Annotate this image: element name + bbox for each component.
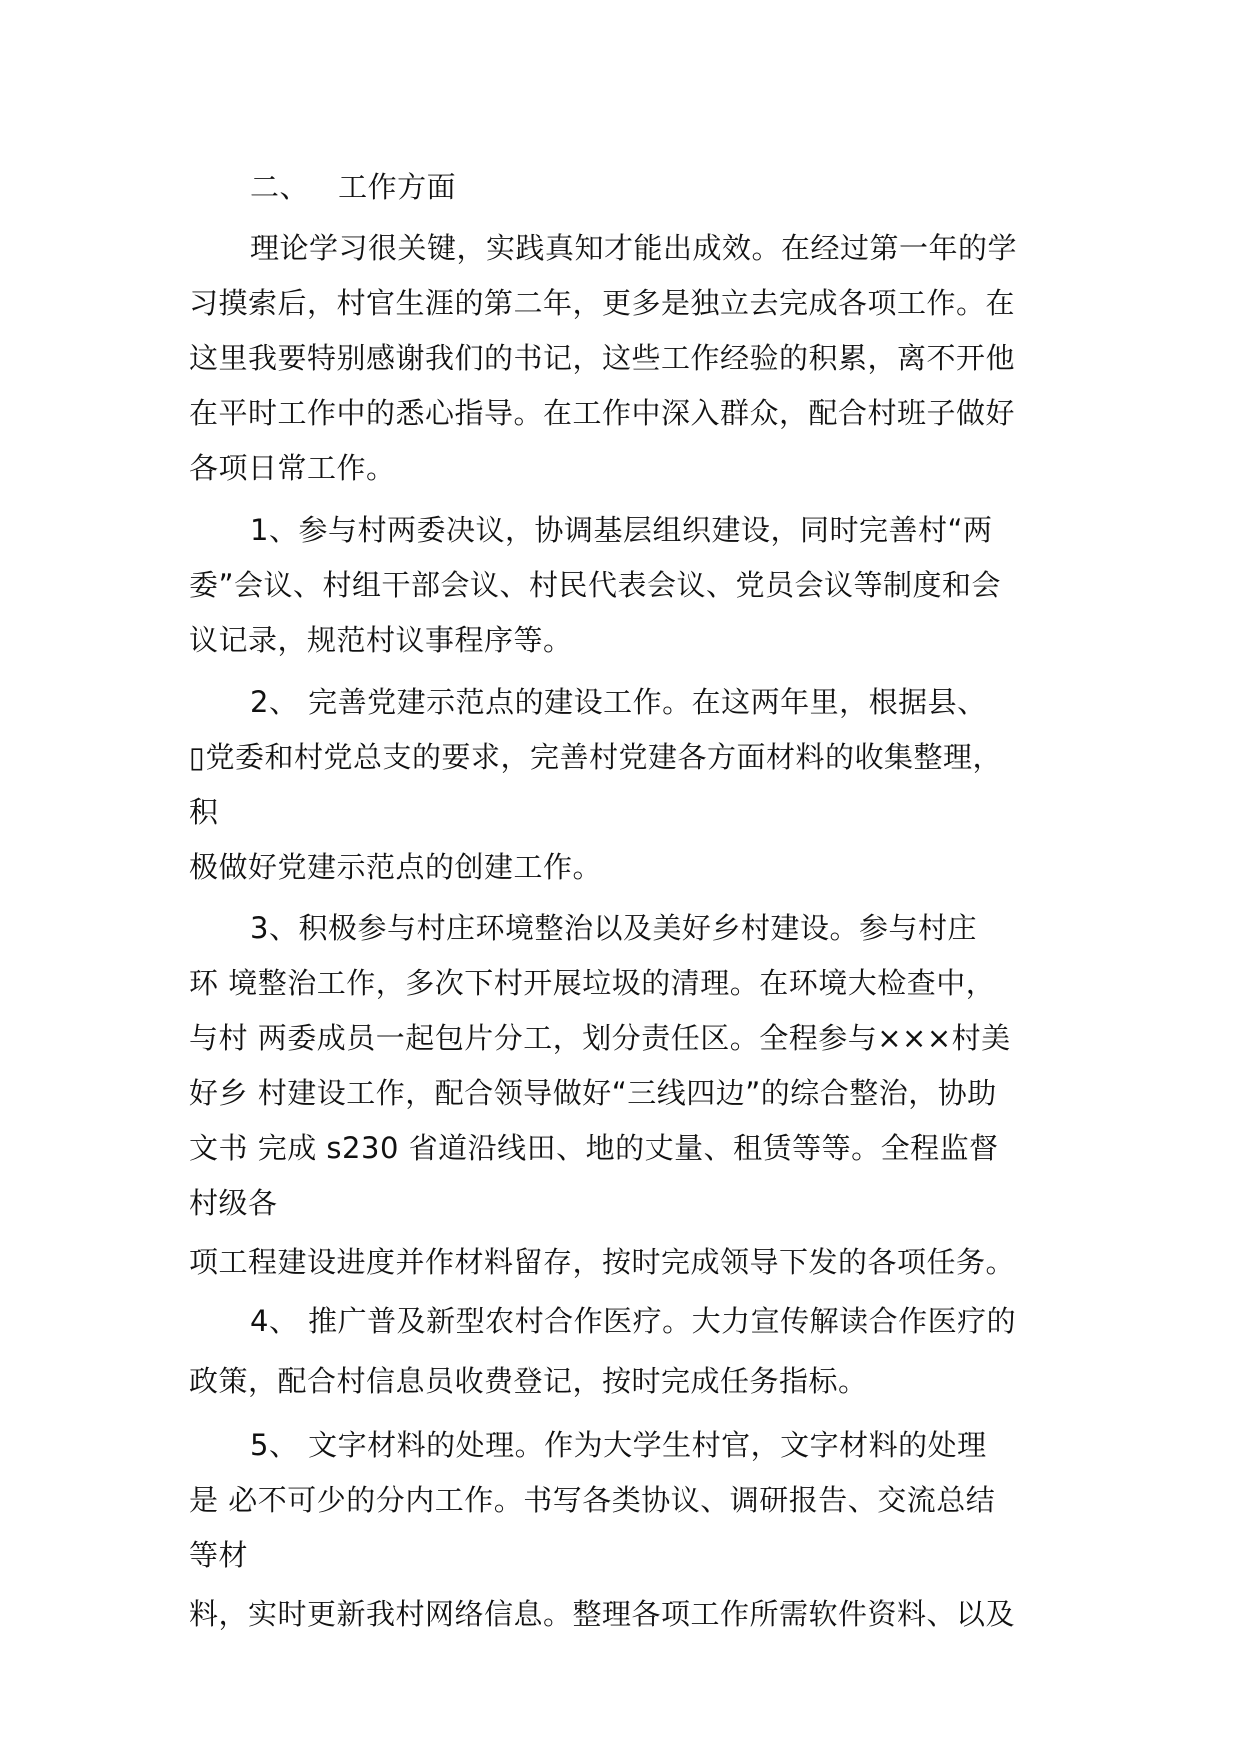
paragraph-line: 积	[189, 795, 219, 829]
paragraph-line: 5、 文字材料的处理。作为大学生村官，文字材料的处理	[250, 1428, 987, 1462]
paragraph-line: 3、积极参与村庄环境整治以及美好乡村建设。参与村庄	[250, 911, 977, 945]
paragraph-line: 村级各	[189, 1186, 278, 1220]
paragraph-line: 1、参与村两委决议，协调基层组织建设，同时完善村“两	[250, 513, 993, 547]
paragraph-line: 料，实时更新我村网络信息。整理各项工作所需软件资料、以及	[189, 1597, 1016, 1631]
paragraph-line: 文书 完成 s230 省道沿线田、地的丈量、租赁等等。全程监督	[189, 1131, 999, 1165]
paragraph-line: 习摸索后，村官生涯的第二年，更多是独立去完成各项工作。在	[189, 286, 1016, 320]
paragraph-line: 各项日常工作。	[189, 451, 396, 485]
paragraph-line: 4、 推广普及新型农村合作医疗。大力宣传解读合作医疗的	[250, 1304, 1017, 1338]
paragraph-line: 等材	[189, 1538, 249, 1572]
paragraph-line: 项工程建设进度并作材料留存，按时完成领导下发的各项任务。	[189, 1245, 1016, 1279]
paragraph-line: 2、 完善党建示范点的建设工作。在这两年里，根据县、	[250, 685, 987, 719]
section-heading: 二、 工作方面	[250, 170, 457, 204]
paragraph-line: 理论学习很关键，实践真知才能出成效。在经过第一年的学	[250, 231, 1018, 265]
paragraph-line: 极做好党建示范点的创建工作。	[189, 850, 603, 884]
paragraph-line: 环 境整治工作，多次下村开展垃圾的清理。在环境大检查中，	[189, 966, 996, 1000]
paragraph-line: 是 必不可少的分内工作。书写各类协议、调研报告、交流总结	[189, 1483, 996, 1517]
paragraph-line: ▯党委和村党总支的要求，完善村党建各方面材料的收集整理，	[189, 740, 1002, 774]
paragraph-line: 政策，配合村信息员收费登记，按时完成任务指标。	[189, 1364, 868, 1398]
paragraph-line: 议记录，规范村议事程序等。	[189, 623, 573, 657]
paragraph-line: 这里我要特别感谢我们的书记，这些工作经验的积累，离不开他	[189, 341, 1016, 375]
paragraph-line: 在平时工作中的悉心指导。在工作中深入群众，配合村班子做好	[189, 396, 1016, 430]
paragraph-line: 与村 两委成员一起包片分工，划分责任区。全程参与×××村美	[189, 1021, 1011, 1055]
paragraph-line: 好乡 村建设工作，配合领导做好“三线四边”的综合整治，协助	[189, 1076, 997, 1110]
paragraph-line: 委”会议、村组干部会议、村民代表会议、党员会议等制度和会	[189, 568, 1002, 602]
